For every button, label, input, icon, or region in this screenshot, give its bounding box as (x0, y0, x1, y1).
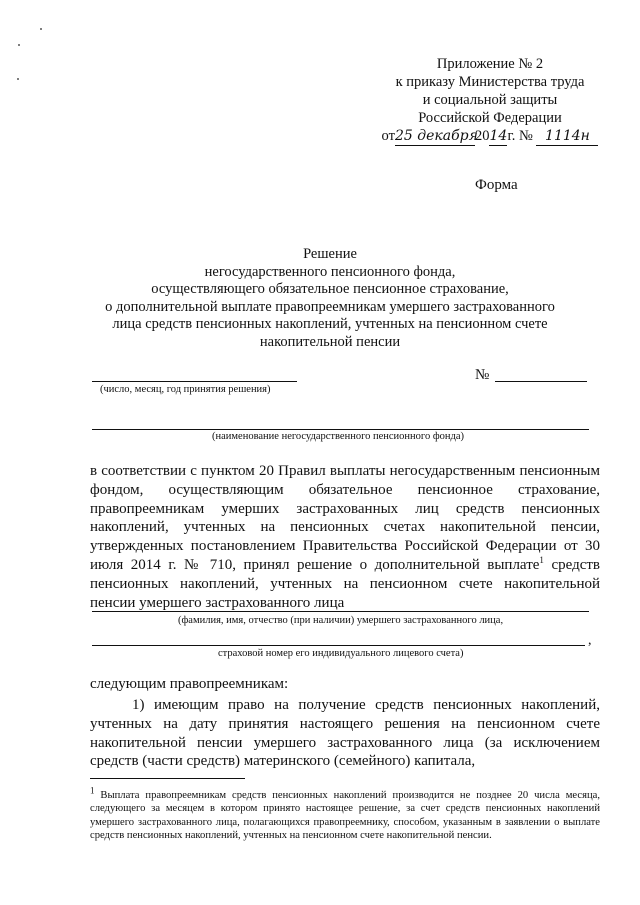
federation-line: Российской Федерации (418, 110, 562, 126)
fund-name-field (92, 429, 589, 430)
title-line: Решение (303, 246, 357, 262)
form-label: Форма (475, 177, 518, 193)
order-date-handwritten: 25 декабря (394, 128, 478, 144)
decision-date-field (92, 381, 297, 382)
order-reference: к приказу Министерства труда (395, 74, 585, 90)
comma: , (588, 633, 592, 648)
decision-date-caption: (число, месяц, год принятия решения) (100, 384, 271, 395)
deceased-name-caption: (фамилия, имя, отчество (при наличии) умершего застрахованного лица, (178, 615, 504, 626)
snils-caption: страховой номер его индивидуального лицевого счета) (218, 648, 464, 659)
number-label: г. № (507, 128, 533, 144)
year-prefix: 20 (474, 128, 490, 144)
footnote-text (90, 785, 600, 843)
title-line: лица средств пенсионных накоплений, учтенных на пенсионном счете (112, 316, 548, 333)
scan-speck (17, 78, 19, 80)
successors-line: следующим правопреемникам: (90, 676, 289, 692)
body-text-continued: средств пенсионных накоплений, учтенных на пенсионном счете накопительной пенсии умершего застрахованного лица (90, 556, 601, 611)
decision-body-paragraph (90, 462, 600, 612)
scan-speck (40, 28, 42, 30)
order-number-handwritten: 1114н (536, 127, 598, 146)
from-label: от (381, 128, 395, 144)
title-line: негосударственного пенсионного фонда, (204, 263, 456, 280)
fund-name-caption: (наименование негосударственного пенсионного фонда) (212, 431, 464, 442)
body-text: в соответствии с пунктом 20 Правил выплаты негосударственным пенсионным фондом, осуществляющим обязательное пенсионное страхование, правопреемникам умерших застрахованных лиц средств пенсионных накоплений, учтенных на пенсионных счетах накопительной пенсии, утвержденных постановлением Правительства Российской Федерации от 30 июля 2014 г. № 710, принял решение о дополнительной выплате (90, 463, 600, 573)
decision-number-field (495, 381, 587, 382)
title-line: осуществляющего обязательное пенсионное страхование, (151, 281, 509, 298)
snils-field (92, 645, 585, 646)
number-sign: № (475, 367, 490, 383)
scan-speck (18, 44, 20, 46)
appendix-number: Приложение № 2 (436, 56, 544, 72)
ministry-name-line: и социальной защиты (422, 92, 558, 108)
deceased-name-field (92, 611, 589, 612)
order-year-handwritten: 14 (489, 128, 508, 144)
footnote-ref: 1 (539, 554, 544, 565)
title-line: накопительной пенсии (259, 333, 401, 350)
footnote-body: Выплата правопреемникам средств пенсионных накоплений производится не позднее 20 числа месяца, следующего за месяцем в котором принято настоящее решение, за счет средств пенсионных накоплений умершего застрахованного лица, полагающихся правопреемнику, способом, указанным в заявлении о выплате средств пенсионных накоплений, учтенных на пенсионном счете накопительной пенсии. (90, 790, 600, 842)
title-line: о дополнительной выплате правопреемникам умершего застрахованного (105, 298, 555, 315)
order-date-number-line (360, 127, 620, 146)
appendix-header (360, 55, 620, 146)
footnote-mark: 1 (90, 785, 95, 796)
footnote-separator (90, 778, 245, 779)
document-title (60, 246, 600, 352)
item-1-paragraph: 1) имеющим право на получение средств пенсионных накоплений, учтенных на дату принятия настоящего решения на пенсионном счете накопительной пенсии умершего застрахованного лица (за исключением средств (части средств) материнского (семейного) капитала, (90, 697, 600, 770)
